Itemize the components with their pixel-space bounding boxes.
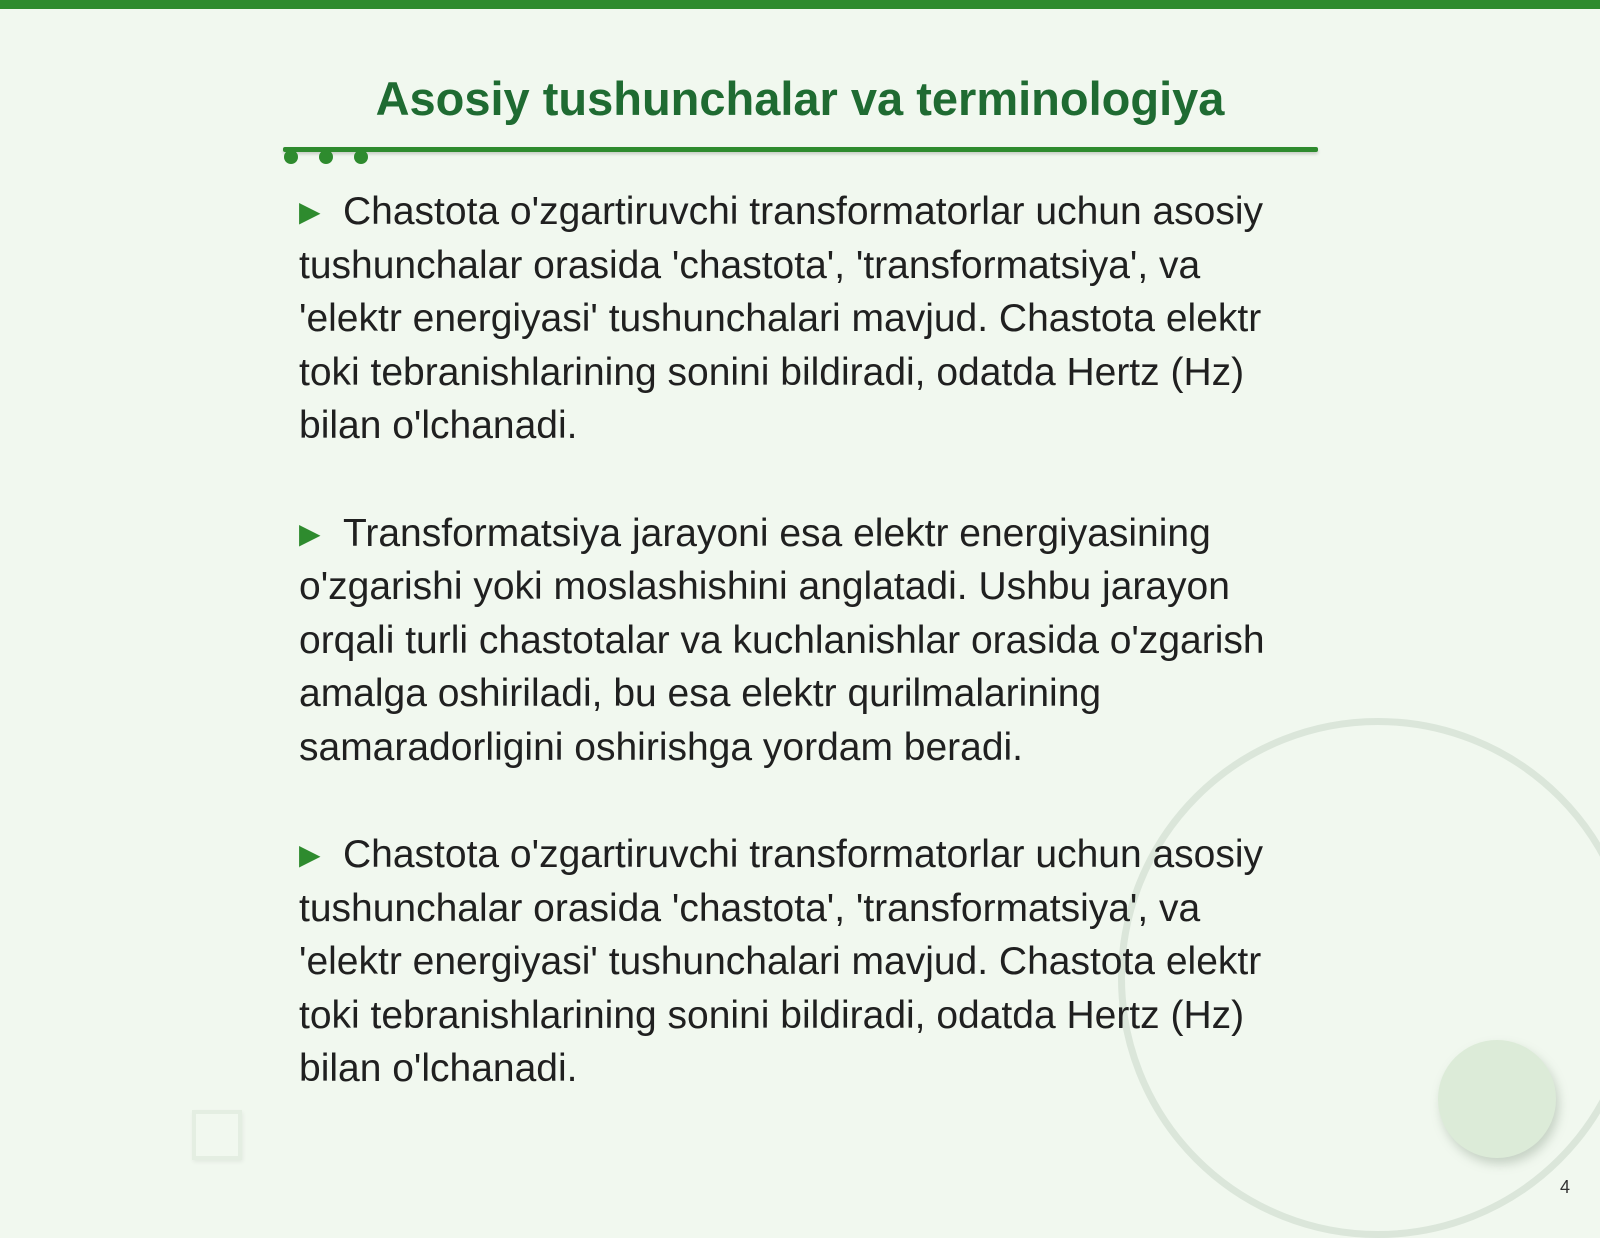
page-number: 4: [1559, 1177, 1570, 1197]
triangle-right-icon: ▶: [299, 517, 321, 549]
bullet-item: [299, 828, 1299, 1096]
bullet-text: Chastota o'zgartiruvchi transformatorlar uchun asosiy tushunchalar orasida 'chastota', 'transformatsiya', va 'elektr energiyasi' tushunchalari mavjud. Chastota elektr toki tebranishlarining sonini bildiradi, odatda Hertz (Hz) bilan o'lchanadi.: [299, 190, 1264, 447]
decorative-dot: [319, 150, 333, 164]
title-underline: [283, 147, 1318, 152]
decorative-square: [192, 1110, 242, 1160]
decorative-dot: [284, 150, 298, 164]
bullet-item: [299, 185, 1299, 453]
decorative-dot: [354, 150, 368, 164]
bullet-item: [299, 507, 1299, 775]
triangle-right-icon: ▶: [299, 196, 321, 227]
top-accent-bar: [0, 0, 1600, 9]
decorative-disc: [1438, 1040, 1556, 1158]
bullet-text: Transformatsiya jarayoni esa elektr energiyasining o'zgarishi yoki moslashishini anglatadi. Ushbu jarayon orqali turli chastotalar va kuchlanishlar orasida o'zgarish amalga oshiriladi, bu esa elektr qurilmalarining samaradorligini oshirishga yordam beradi.: [299, 511, 1265, 769]
bullet-list: [299, 185, 1299, 1150]
slide-title: Asosiy tushunchalar va terminologiya: [375, 72, 1225, 125]
bullet-text: Chastota o'zgartiruvchi transformatorlar uchun asosiy tushunchalar orasida 'chastota', 'transformatsiya', va 'elektr energiyasi' tushunchalari mavjud. Chastota elektr toki tebranishlarining sonini bildiradi, odatda Hertz (Hz) bilan o'lchanadi.: [299, 833, 1264, 1090]
triangle-right-icon: ▶: [299, 839, 321, 870]
